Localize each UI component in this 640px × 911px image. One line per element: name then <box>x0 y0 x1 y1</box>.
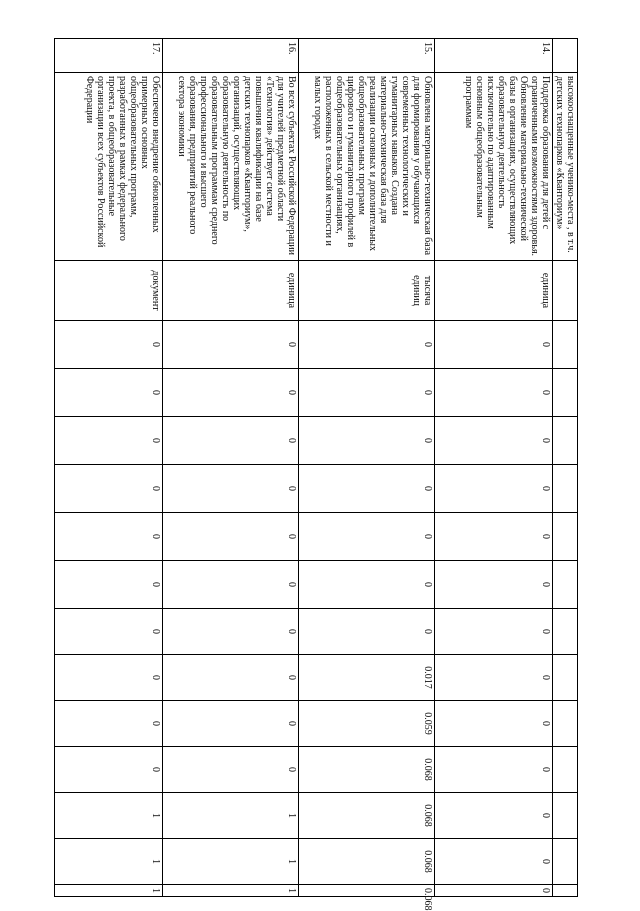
value-cell: 1 <box>163 839 299 885</box>
row-description: Во всех субъектах Российской Федерации для учителей предметной области «Технология» действует система повышения квалификации на базе детских технопарков «Кванториум», организаций, осуществляющих образовательную деятельность по образовательным программам среднего профессионального и высшего образования, предприятий реального сектора экономики <box>163 73 299 261</box>
row-unit: единица <box>435 261 553 321</box>
value-cell: 0 <box>55 655 163 701</box>
value-cell: 0 <box>435 465 553 513</box>
value-cell: 0 <box>55 561 163 609</box>
row-number: 15. <box>299 39 435 73</box>
value-cell <box>553 885 578 897</box>
value-cell: 0 <box>55 747 163 793</box>
value-cell: 0 <box>163 561 299 609</box>
row-unit <box>553 261 578 321</box>
value-cell <box>553 701 578 747</box>
value-cell: 0 <box>435 793 553 839</box>
value-cell: 0.068 <box>299 793 435 839</box>
value-cell: 1 <box>55 839 163 885</box>
value-cell: 0 <box>299 513 435 561</box>
value-cell <box>553 561 578 609</box>
value-cell: 0 <box>163 747 299 793</box>
value-cell: 0 <box>55 417 163 465</box>
row-description: Обеспечено внедрение обновленных примерных основных общеобразовательных программ, разработанных в рамках федерального проекта, в общеобразовательные организации всех субъектов Российской Федерации <box>55 73 163 261</box>
value-cell: 0.017 <box>299 655 435 701</box>
value-cell: 0 <box>163 321 299 369</box>
table-row <box>553 39 578 897</box>
value-cell: 0 <box>163 417 299 465</box>
value-cell: 0 <box>55 701 163 747</box>
value-cell: 0 <box>299 609 435 655</box>
table-row <box>55 39 163 897</box>
value-cell: 1 <box>163 885 299 897</box>
value-cell <box>553 609 578 655</box>
value-cell: 0 <box>163 609 299 655</box>
value-cell: 0 <box>299 321 435 369</box>
value-cell: 0 <box>435 655 553 701</box>
value-cell <box>553 465 578 513</box>
row-number: 16. <box>163 39 299 73</box>
value-cell: 0 <box>299 417 435 465</box>
value-cell: 0 <box>435 885 553 897</box>
rotated-sheet <box>62 38 578 911</box>
value-cell <box>553 747 578 793</box>
value-cell: 0 <box>163 655 299 701</box>
value-cell: 0 <box>299 561 435 609</box>
table-body <box>55 39 578 911</box>
value-cell: 1 <box>55 885 163 897</box>
row-unit: тысяча единиц <box>299 261 435 321</box>
value-cell <box>553 839 578 885</box>
table-row <box>163 39 299 897</box>
value-cell: 0 <box>163 465 299 513</box>
value-cell <box>553 369 578 417</box>
row-unit: единица <box>163 261 299 321</box>
value-cell: 0 <box>55 513 163 561</box>
value-cell: 0 <box>435 369 553 417</box>
value-cell: 0 <box>435 839 553 885</box>
row-description: высокооснащенные ученико-места , в т.ч. детских технопарков «Кванториум» <box>553 73 578 261</box>
value-cell: 0.068 <box>299 885 435 897</box>
value-cell: 0 <box>55 465 163 513</box>
value-cell: 1 <box>55 793 163 839</box>
value-cell: 0.068 <box>299 839 435 885</box>
value-cell: 0 <box>435 701 553 747</box>
value-cell: 0 <box>435 513 553 561</box>
value-cell: 0 <box>163 369 299 417</box>
value-cell <box>553 793 578 839</box>
value-cell: 0 <box>435 417 553 465</box>
row-number: 14. <box>435 39 553 73</box>
row-number <box>553 39 578 73</box>
value-cell: 0 <box>55 321 163 369</box>
value-cell: 0 <box>299 369 435 417</box>
indicators-table <box>54 38 578 911</box>
value-cell: 0.059 <box>299 701 435 747</box>
value-cell: 0 <box>55 369 163 417</box>
value-cell: 0 <box>163 701 299 747</box>
row-number: 17. <box>55 39 163 73</box>
value-cell: 1 <box>163 793 299 839</box>
value-cell <box>553 513 578 561</box>
row-unit: документ <box>55 261 163 321</box>
row-description: Поддержка образования для детей с ограниченными возможностями здоровья. Обновление материально-технической базы в организациях, осуществляющих образовательную деятельность исключительно по адаптированным основным общеобразовательным программам <box>435 73 553 261</box>
value-cell: 0 <box>163 513 299 561</box>
value-cell: 0 <box>435 747 553 793</box>
value-cell: 0 <box>55 609 163 655</box>
value-cell <box>553 417 578 465</box>
value-cell: 0 <box>435 561 553 609</box>
value-cell: 0 <box>435 609 553 655</box>
value-cell: 0 <box>435 321 553 369</box>
value-cell <box>553 321 578 369</box>
row-description: Обновлена материально-техническая база для формирования у обучающихся современных технологических и гуманитарных навыков. Создана материально-техническая база для реализации основных и дополнительных общеобразовательных программ цифрового и гуманитарного профилей в общеобразовательных организациях, расположенных в сельской местности и малых городах <box>299 73 435 261</box>
value-cell: 0 <box>299 465 435 513</box>
value-cell: 0.068 <box>299 747 435 793</box>
table-row <box>299 39 435 897</box>
table-row <box>435 39 553 897</box>
value-cell <box>553 655 578 701</box>
